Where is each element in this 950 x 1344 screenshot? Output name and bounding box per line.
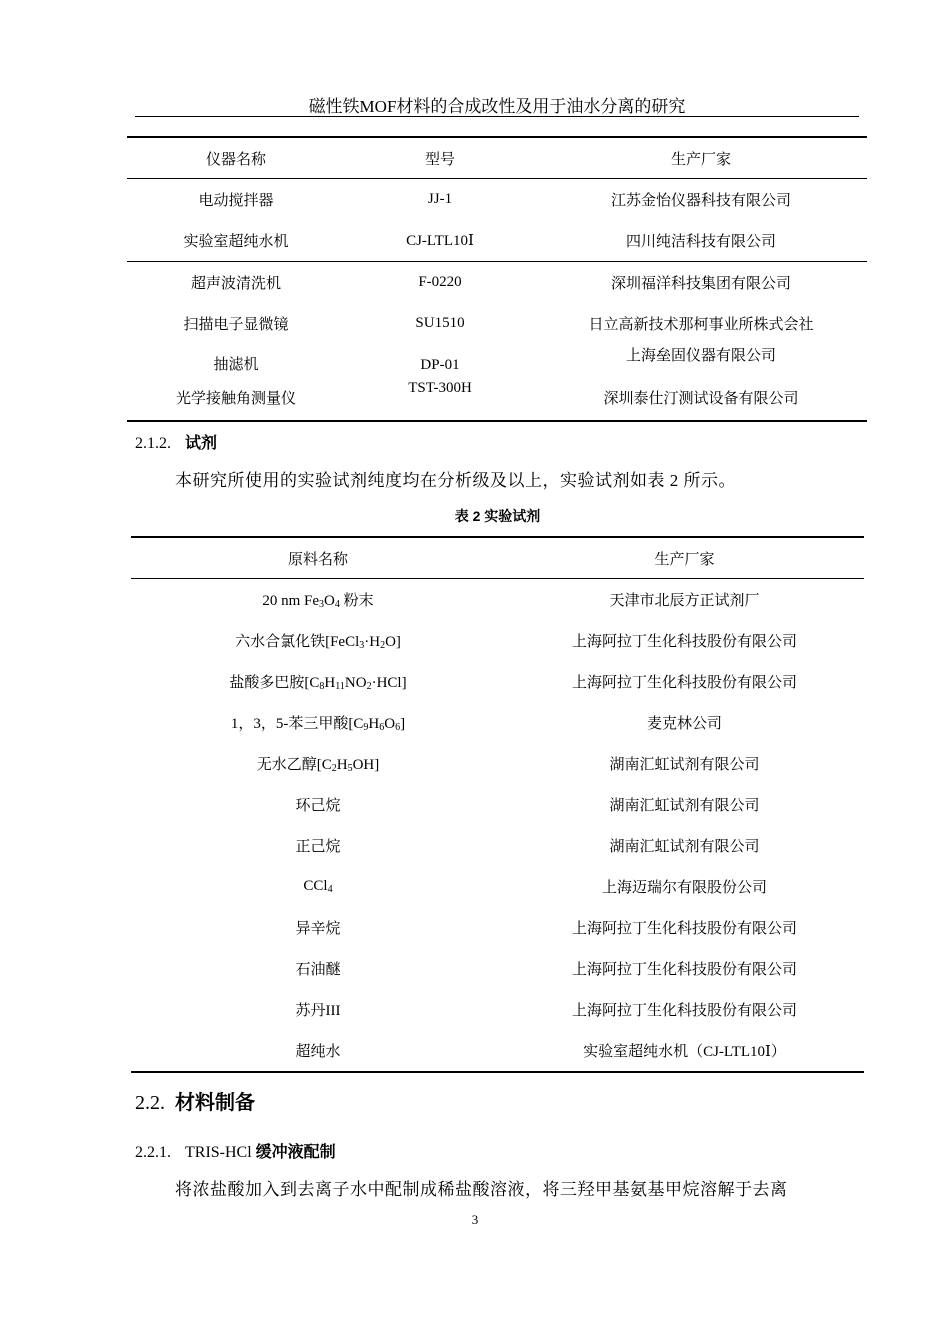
section-number: 2.2.1.	[135, 1144, 171, 1161]
section-heading-2-2	[135, 1086, 255, 1115]
table1-header-name: 仪器名称	[127, 137, 345, 179]
table-row	[127, 179, 867, 221]
table-row	[131, 620, 864, 661]
cell-name: 实验室超纯水机	[127, 220, 345, 262]
table-row	[131, 948, 864, 989]
cell-maker: 上海垒固仪器有限公司	[625, 348, 776, 364]
table-row	[127, 262, 867, 304]
cell-maker: 湖南汇虹试剂有限公司	[609, 798, 760, 814]
instrument-table	[127, 136, 867, 422]
cell-name: 无水乙醇$[C_2H_5OH]$	[256, 757, 380, 774]
header-rule	[135, 116, 859, 117]
table-row	[131, 866, 864, 907]
table2-header-maker: 生产厂家	[505, 537, 864, 579]
cell-maker: 上海阿拉丁生化科技股份有限公司	[571, 962, 797, 978]
section-title-prefix: TRIS-HCl	[185, 1144, 252, 1161]
cell-maker: 日立高新技术那柯事业所株式会社	[588, 317, 814, 333]
table-row	[131, 702, 864, 743]
table-row	[127, 374, 867, 421]
table-row	[127, 344, 867, 374]
cell-maker: 上海迈瑞尔有限股份公司	[601, 880, 767, 896]
table1-header-model: 型号	[345, 137, 535, 179]
page-number: 3	[471, 1212, 479, 1227]
table2-caption: 表 2 实验试剂	[454, 508, 541, 524]
reagent-table	[131, 536, 864, 1073]
cell-name: 超纯水	[131, 1030, 505, 1072]
table-row	[127, 220, 867, 262]
cell-name: 光学接触角测量仪	[127, 374, 345, 421]
cell-maker: 深圳福洋科技集团有限公司	[610, 276, 791, 292]
cell-name: 扫描电子显微镜	[183, 317, 289, 333]
table-row	[131, 1030, 864, 1072]
cell-maker: 实验室超纯水机（CJ-LTL10Ⅰ）	[505, 1030, 864, 1072]
cell-maker: 湖南汇虹试剂有限公司	[609, 757, 760, 773]
cell-name: 盐酸多巴胺$[C_8H_{11}NO_2\cdot HCl]$	[229, 675, 407, 692]
cell-name: 抽滤机	[213, 357, 259, 373]
table-row	[131, 784, 864, 825]
table2-header-name: 原料名称	[131, 537, 505, 579]
cell-maker: 江苏金怡仪器科技有限公司	[610, 193, 791, 209]
section-number: 2.1.2.	[135, 435, 171, 452]
cell-model: F-0220	[418, 274, 462, 290]
reagent-table-body	[131, 579, 864, 1073]
cell-name: 20 nm $Fe_3O_4$ 粉末	[262, 593, 374, 610]
table-row	[131, 661, 864, 702]
cell-maker: 上海阿拉丁生化科技股份有限公司	[571, 675, 797, 691]
section-number: 2.2.	[135, 1092, 165, 1114]
section-title: 材料制备	[175, 1092, 255, 1114]
cell-maker: 麦克林公司	[646, 716, 722, 732]
cell-name: 六水合氯化铁$[FeCl_3\cdot H_2O]$	[235, 634, 401, 651]
cell-model: DP-01	[420, 357, 460, 373]
cell-maker: 深圳泰仕汀测试设备有限公司	[535, 374, 867, 421]
cell-maker: 上海阿拉丁生化科技股份有限公司	[571, 634, 797, 650]
section-heading-2-2-1	[135, 1139, 336, 1162]
table-row	[131, 743, 864, 784]
table1-header-maker: 生产厂家	[535, 137, 867, 179]
cell-maker: 天津市北辰方正试剂厂	[609, 593, 760, 609]
table-row	[127, 303, 867, 344]
cell-name: 正己烷	[295, 839, 341, 855]
paragraph: 本研究所使用的实验试剂纯度均在分析级及以上，实验试剂如表 2 所示。	[175, 471, 736, 490]
paragraph: 将浓盐酸加入到去离子水中配制成稀盐酸溶液，将三羟甲基氨基甲烷溶解于去离	[175, 1180, 788, 1199]
section-title: 试剂	[185, 435, 218, 452]
cell-maker: 上海阿拉丁生化科技股份有限公司	[571, 921, 797, 937]
cell-name: 异辛烷	[295, 921, 341, 937]
cell-name: 环己烷	[295, 798, 341, 814]
cell-name: 石油醚	[295, 962, 341, 978]
cell-name: 超声波清洗机	[190, 276, 281, 292]
cell-model: TST-300H	[345, 374, 535, 421]
section-heading-2-1-2	[135, 430, 217, 453]
cell-name: 1，3，5-苯三甲酸$[C_9H_6O_6]$	[230, 716, 406, 733]
cell-maker: 四川纯洁科技有限公司	[535, 220, 867, 262]
running-header: 磁性铁MOF材料的合成改性及用于油水分离的研究	[308, 97, 686, 116]
cell-name: 电动搅拌器	[198, 193, 274, 209]
cell-name: 苏丹III	[295, 1003, 341, 1019]
cell-model: SU1510	[415, 315, 465, 331]
table-row	[131, 907, 864, 948]
cell-model: JJ-1	[427, 191, 453, 207]
cell-name: CCl$_4$	[303, 878, 333, 895]
table-row	[131, 825, 864, 866]
cell-maker: 湖南汇虹试剂有限公司	[609, 839, 760, 855]
cell-model: CJ-LTL10Ⅰ	[345, 220, 535, 262]
cell-maker: 上海阿拉丁生化科技股份有限公司	[571, 1003, 797, 1019]
section-title-suffix: 缓冲液配制	[255, 1144, 336, 1161]
table-row	[131, 579, 864, 621]
table-row	[131, 989, 864, 1030]
